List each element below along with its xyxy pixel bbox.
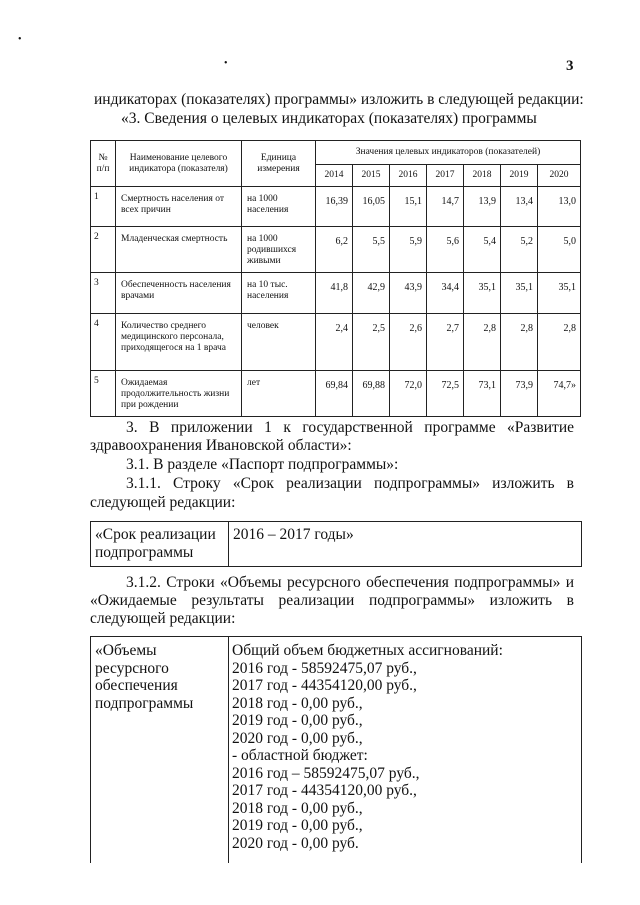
para311-line-2: следующей редакции: [90, 494, 236, 511]
row-no: 3 [91, 273, 116, 314]
row-no: 4 [91, 314, 116, 371]
row-value: 5,4 [464, 227, 501, 273]
row-value: 72,5 [427, 371, 464, 417]
row-value: 35,1 [501, 273, 538, 314]
volume-table [90, 636, 582, 863]
row-value: 5,2 [501, 227, 538, 273]
scan-mark: • [224, 58, 228, 69]
row-value: 2,8 [538, 314, 581, 371]
row-value: 42,9 [353, 273, 390, 314]
row-name: Количество среднего медицинского персонала, приходящегося на 1 врача [116, 314, 242, 371]
row-value: 73,9 [501, 371, 538, 417]
table-row [91, 314, 581, 371]
header-unit: Единица измерения [242, 141, 316, 187]
row-value: 5,0 [538, 227, 581, 273]
para31: 3.1. В разделе «Паспорт подпрограммы»: [126, 456, 399, 473]
row-value: 34,4 [427, 273, 464, 314]
row-name: Обеспеченность населения врачами [116, 273, 242, 314]
para3-line-2: здравоохранения Ивановской области»: [90, 437, 352, 454]
row-value: 69,84 [316, 371, 353, 417]
term-value: 2016 – 2017 годы» [233, 526, 354, 543]
para311-line-1: 3.1.1. Строку «Срок реализации подпрограммы» изложить в [126, 475, 574, 492]
row-name: Ожидаемая продолжительность жизни при рождении [116, 371, 242, 417]
row-value: 2,7 [427, 314, 464, 371]
row-value: 5,9 [390, 227, 427, 273]
row-no: 2 [91, 227, 116, 273]
row-no: 5 [91, 371, 116, 417]
volume-label: «Объемы ресурсного обеспечения подпрограммы [95, 642, 194, 712]
header-values: Значения целевых индикаторов (показателей) [316, 141, 581, 165]
header-year: 2014 [316, 165, 353, 187]
page-number: 3 [566, 58, 574, 74]
table-caption: «3. Сведения о целевых индикаторах (показателях) программы [121, 110, 537, 127]
volume-table-divider [228, 637, 229, 863]
header-year: 2019 [501, 165, 538, 187]
para3-line-1: 3. В приложении 1 к государственной программе «Развитие [126, 419, 574, 436]
intro-line-1: индикаторах (показателях) программы» изложить в следующей редакции: [94, 91, 584, 108]
term-label: «Срок реализации подпрограммы [95, 526, 216, 561]
row-value: 2,8 [464, 314, 501, 371]
row-value: 41,8 [316, 273, 353, 314]
header-year: 2016 [390, 165, 427, 187]
row-name: Младенческая смертность [116, 227, 242, 273]
row-value: 35,1 [538, 273, 581, 314]
row-name: Смертность населения от всех причин [116, 187, 242, 227]
row-value: 5,5 [353, 227, 390, 273]
header-name: Наименование целевого индикатора (показателя) [116, 141, 242, 187]
term-table [90, 521, 582, 567]
row-unit: лет [242, 371, 316, 417]
header-year: 2018 [464, 165, 501, 187]
para312-line-1: 3.1.2. Строки «Объемы ресурсного обеспечения подпрограммы» и [126, 574, 574, 591]
row-value: 16,39 [316, 187, 353, 227]
row-value: 14,7 [427, 187, 464, 227]
para312-line-2: «Ожидаемые результаты реализации подпрограммы» изложить в [90, 592, 574, 609]
row-value: 5,6 [427, 227, 464, 273]
header-year: 2017 [427, 165, 464, 187]
row-value: 74,7» [538, 371, 581, 417]
table-row [91, 187, 581, 227]
row-value: 15,1 [390, 187, 427, 227]
row-unit: на 1000 родившихся живыми [242, 227, 316, 273]
term-table-divider [228, 522, 229, 566]
row-value: 2,8 [501, 314, 538, 371]
row-value: 13,4 [501, 187, 538, 227]
header-no: № п/п [91, 141, 116, 187]
header-year: 2020 [538, 165, 581, 187]
row-value: 2,4 [316, 314, 353, 371]
row-value: 16,05 [353, 187, 390, 227]
indicators-table [90, 140, 581, 417]
table-row [91, 273, 581, 314]
scan-mark: • [18, 34, 22, 45]
row-value: 73,1 [464, 371, 501, 417]
row-value: 13,0 [538, 187, 581, 227]
row-value: 72,0 [390, 371, 427, 417]
volume-value: Общий объем бюджетных ассигнований: 2016 год - 58592475,07 руб., 2017 год - 44354120,00 руб., 2018 год - 0,00 руб., 2019 год - 0,00 руб., 2020 год - 0,00 руб., - областной бюджет: 2016 год – 58592475,07 руб., 2017 год - 44354120,00 руб., 2018 год - 0,00 руб., 2019 год - 0,00 руб., 2020 год - 0,00 руб. [232, 642, 503, 852]
row-unit: на 10 тыс. населения [242, 273, 316, 314]
row-value: 69,88 [353, 371, 390, 417]
row-value: 6,2 [316, 227, 353, 273]
row-value: 13,9 [464, 187, 501, 227]
table-row [91, 227, 581, 273]
row-value: 2,6 [390, 314, 427, 371]
para312-line-3: следующей редакции: [90, 610, 236, 627]
row-value: 35,1 [464, 273, 501, 314]
table-row [91, 371, 581, 417]
header-year: 2015 [353, 165, 390, 187]
row-unit: человек [242, 314, 316, 371]
row-no: 1 [91, 187, 116, 227]
row-value: 43,9 [390, 273, 427, 314]
row-unit: на 1000 населения [242, 187, 316, 227]
row-value: 2,5 [353, 314, 390, 371]
